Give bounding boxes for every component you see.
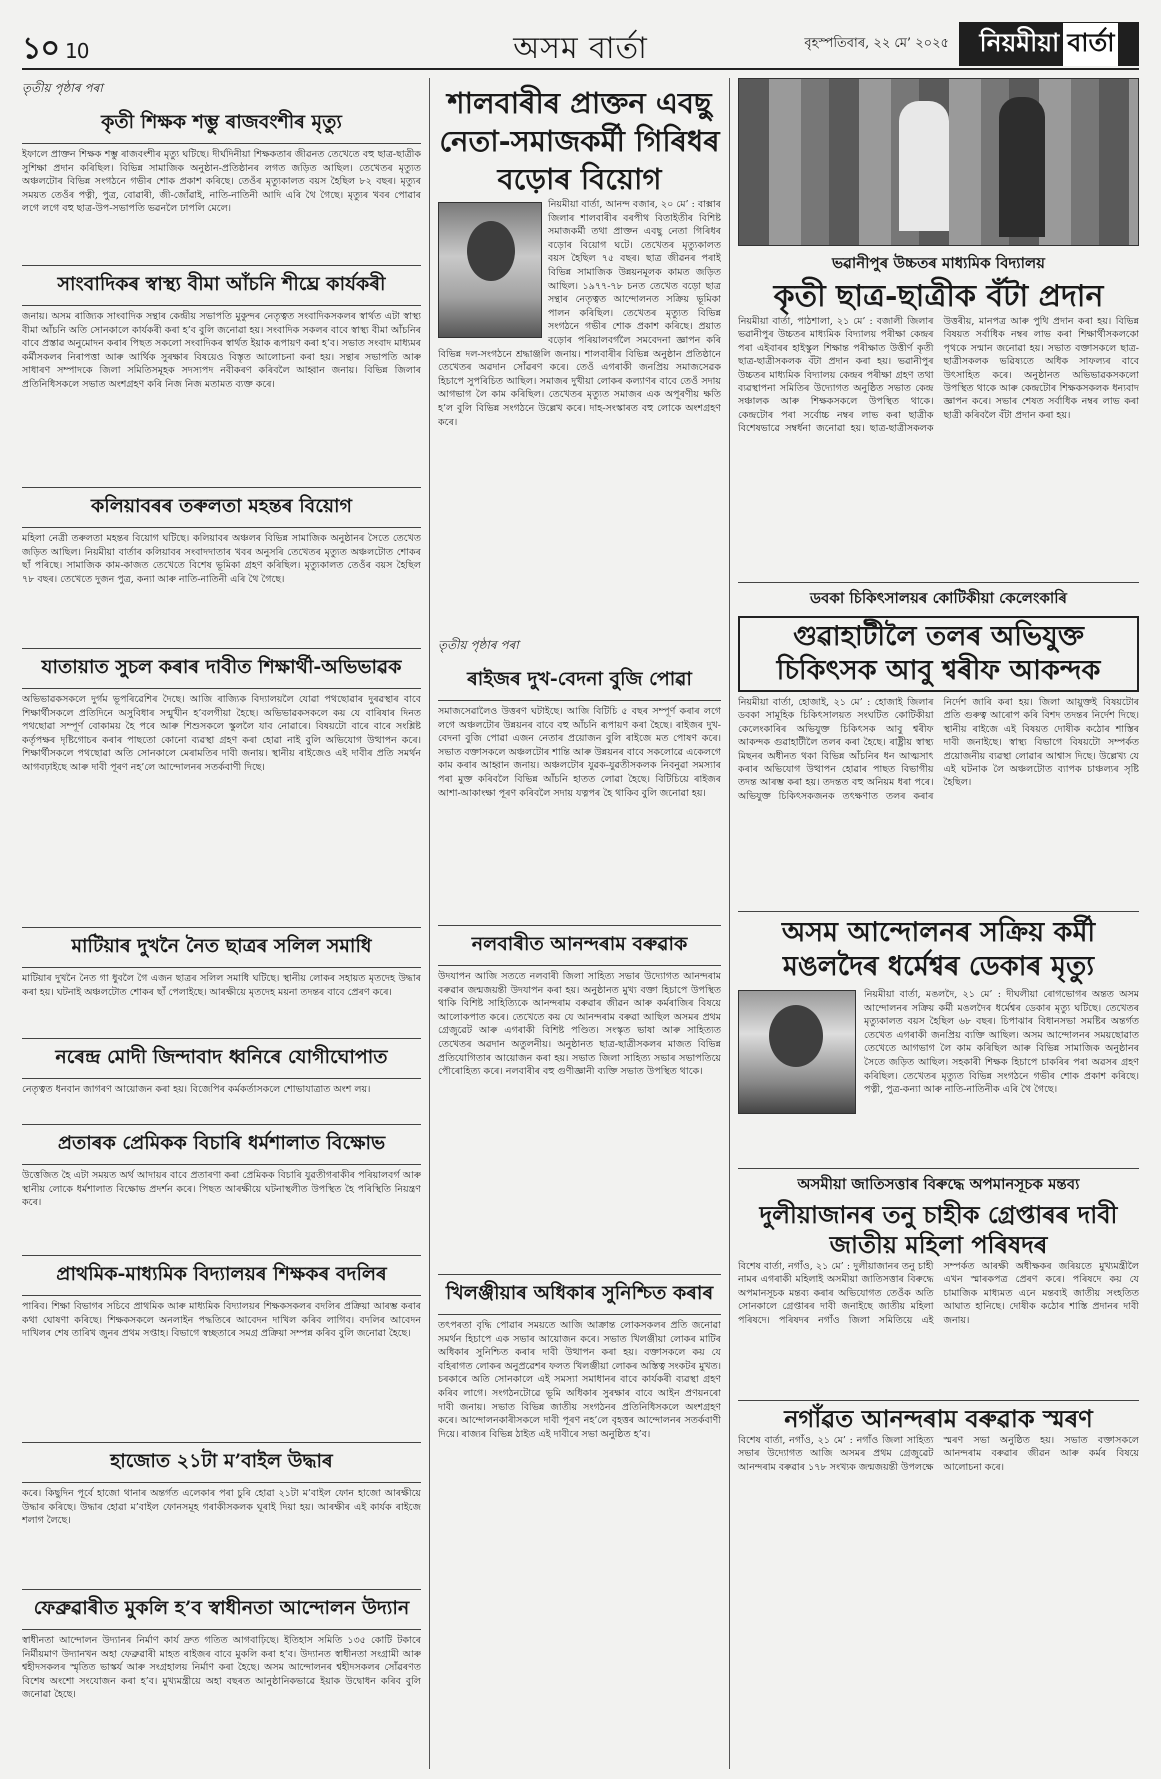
article-body: স্বাধীনতা আন্দোলন উদ্যানৰ নিৰ্মাণ কাৰ্য দ্ৰুত গতিত আগবাঢ়িছে। ইতিহাস সমিতি ১৩৫ কোটি টকাৰে নিৰ্মীয়মাণ উদ্যানখন অহা ফেব্ৰুৱাৰী মাহত ৰাইজৰ বাবে মুকলি কৰা হ’ব। উদ্যানত স্বাধীনতা সংগ্ৰামী আৰু শ্বহীদসকলৰ স্মৃতিত ভাস্কৰ্য আৰু সংগ্ৰহালয় নিৰ্মাণ কৰা হৈছে। অসম আন্দোলনৰ শ্বহীদসকলৰ সোঁৱৰণত বিশেষ অংশো সংযোজন কৰা হ’ব। মুখ্যমন্ত্ৰীয়ে অহা বছৰত আনুষ্ঠানিকভাৱে ইয়াক উদ্বোধন কৰিব বুলি জনোৱা হৈছে।: [22, 1635, 421, 1701]
column-right: [738, 78, 1139, 1769]
headline[interactable]: নলবাৰীত আনন্দৰাম বৰুৱাক: [438, 925, 721, 966]
lead-headline[interactable]: শালবাৰীৰ প্ৰাক্তন এবছু নেতা-সমাজকৰ্মী গিৰিধৰ বড়োৰ বিয়োগ: [439, 86, 720, 196]
article-body: পাৰিব। শিক্ষা বিভাগৰ সচিবে প্ৰাথমিক আৰু মাধ্যমিক বিদ্যালয়ৰ শিক্ষকসকলৰ বদলিৰ প্ৰক্ৰিয়া আৰম্ভ কৰাৰ কথা ঘোষণা কৰিছে। শিক্ষকসকলে অনলাইন পদ্ধতিৰে আবেদন দাখিল কৰিব লাগিব। বদলিৰ আবেদন দাখিলৰ শেষ তাৰিখ জুনৰ প্ৰথম সপ্তাহ। বিভাগে স্বচ্ছতাৰে সমগ্ৰ প্ৰক্ৰিয়া সম্পন্ন কৰিব বুলি জনোৱা হৈছে।: [22, 1301, 421, 1340]
article-body: মহিলা নেত্ৰী তৰুলতা মহন্তৰ বিয়োগ ঘটিছে। কলিয়াবৰ অঞ্চলৰ বিভিন্ন সামাজিক অনুষ্ঠানৰ সৈতে তেখেত জড়িত আছিল। নিয়মীয়া বাৰ্তাৰ কলিয়াবৰ সংবাদদাতাৰ খবৰ অনুসৰি তেখেতৰ মৃত্যুত অঞ্চলটোত শোকৰ ছাঁ পৰিছে। সামাজিক কাম-কাজত তেখেতে বিশেষ ভূমিকা গ্ৰহণ কৰিছিল। মৃত্যুকালত তেওঁৰ বয়স হৈছিল ৭৮ বছৰ। তেখেতে দুজন পুত্ৰ, কন্যা আৰু নাতি-নাতিনী এৰি থৈ গৈছে।: [22, 533, 421, 585]
section-title: অসম বাৰ্তা: [513, 31, 648, 66]
headline[interactable]: গুৱাহাটীলৈ তলৰ অভিযুক্ত চিকিৎসক আবু শ্বৰীফ আকন্দক: [738, 616, 1139, 692]
masthead: [22, 22, 1139, 70]
headline[interactable]: সাংবাদিকৰ স্বাস্থ্য বীমা আঁচনি শীঘ্ৰে কাৰ্যকৰী: [22, 265, 421, 306]
article-body: কৰে। কিছুদিন পূৰ্বে হাজো থানাৰ অন্তৰ্গত এলেকাৰ পৰা চুৰি হোৱা ২১টা ম’বাইল ফোন হাজো আৰক্ষীয়ে উদ্ধাৰ কৰিছে। উদ্ধাৰ হোৱা ম’বাইল ফোনসমূহ গৰাকীসকলক ঘূৰাই দিয়া হয়। আৰক্ষীৰ এই কাৰ্যক ৰাইজে শলাগ লৈছে।: [22, 1488, 421, 1527]
continued-label: তৃতীয় পৃষ্ঠাৰ পৰা: [438, 638, 519, 652]
award-ceremony-photo: [738, 78, 1139, 246]
headline[interactable]: ফেব্ৰুৱাৰীত মুকলি হ’ব স্বাধীনতা আন্দোলন উদ্যান: [22, 1589, 421, 1630]
page-number: ১০ 10: [22, 31, 89, 66]
column-left: [22, 78, 430, 1769]
portrait-photo: [738, 990, 856, 1114]
headline[interactable]: ৰাইজৰ দুখ-বেদনা বুজি পোৱা: [438, 661, 721, 701]
article-body: সমাজসেৱালৈও উত্তৰণ ঘটাইছে। আজি বিটিচি ৫ বছৰ সম্পূৰ্ণ কৰাৰ লগে লগে অঞ্চলটোৰ উন্নয়নৰ বাবে বহু আঁচনি ৰূপায়ণ কৰা হৈছে। ৰাইজৰ দুখ-বেদনা বুজি পোৱা এজন নেতাৰ প্ৰয়োজন বুলি ৰাইজে মত পোষণ কৰে। সভাত বক্তাসকলে অঞ্চলটোৰ শান্তি আৰু উন্নয়নৰ বাবে সকলোৱে একেলগে কাম কৰাৰ আহ্বান জনায়। অঞ্চলটোৰ যুৱক-যুৱতীসকলক নিবনুৱা সমস্যাৰ পৰা মুক্ত কৰিবলৈ বিভিন্ন আঁচনি হাতত লোৱা হৈছে। বিটিচিয়ে ৰাইজৰ আশা-আকাংক্ষা পূৰণ কৰিবলৈ সদায় যত্নপৰ হৈ থাকিব বুলি জনোৱা হয়।: [438, 706, 721, 799]
article-body: উত্তেজিত হৈ এটা সময়ত অৰ্থ আদায়ৰ বাবে প্ৰতাৰণা কৰা প্ৰেমিকক বিচাৰি যুৱতীগৰাকীৰ পৰিয়ালবৰ্গ আৰু স্থানীয় লোকে ধৰ্মশালাত বিক্ষোভ প্ৰদৰ্শন কৰে। পিছত আৰক্ষীয়ে ঘটনাস্থলীত উপস্থিত হৈ পৰিস্থিতি নিয়ন্ত্ৰণ কৰে।: [22, 1170, 421, 1209]
article-body: উদযাপন আজি সততে নলবাৰী জিলা সাহিত্য সভাৰ উদ্যোগত আনন্দৰাম বৰুৱাৰ জন্মজয়ন্তী উদযাপন কৰা হয়। অনুষ্ঠানত মুখ্য বক্তা হিচাপে উপস্থিত থাকি বিশিষ্ট সাহিত্যিকে আনন্দৰাম বৰুৱাৰ জীৱন আৰু কৰ্মৰাজিৰ বিষয়ে আলোকপাত কৰে। তেখেতে কয় যে আনন্দৰাম বৰুৱা আছিল অসমৰ প্ৰথম গ্ৰেজুৱেট আৰু এগৰাকী বিশিষ্ট পণ্ডিত। সংস্কৃত ভাষা আৰু সাহিত্যত তেখেতৰ অৱদান অতুলনীয়। অনুষ্ঠানত ছাত্ৰ-ছাত্ৰীসকলৰ মাজত বিভিন্ন প্ৰতিযোগিতাৰ আয়োজন কৰা হয়। সভাত জিলা সাহিত্য সভাৰ সভাপতিয়ে পৌৰোহিত্য কৰে। নলবাৰীৰ বহু গুণীজ্ঞানী ব্যক্তি সভাত উপস্থিত থাকে।: [438, 971, 721, 1078]
kicker: ভৱানীপুৰ উচ্চতৰ মাধ্যমিক বিদ্যালয়: [831, 254, 1046, 272]
article-body: নিয়মীয়া বাৰ্তা, পাঠশালা, ২১ মে’ : বজালী জিলাৰ ভৱানীপুৰ উচ্চতৰ মাধ্যমিক বিদ্যালয় পৰীক্ষা কেন্দ্ৰৰ পৰা এইবাৰৰ হাইস্কুল শিক্ষান্ত পৰীক্ষাত উত্তীৰ্ণ কৃতী ছাত্ৰ-ছাত্ৰীসকলক বঁটা প্ৰদান কৰা হয়। ভৱানীপুৰ উচ্চতৰ মাধ্যমিক বিদ্যালয় কেন্দ্ৰৰ পৰীক্ষা গ্ৰহণ তথা ব্যৱস্থাপনা সমিতিৰ উদ্যোগত অনুষ্ঠিত সভাত কেন্দ্ৰ সঞ্চালক আৰু শিক্ষকসকলে উপস্থিত থাকে। কেন্দ্ৰটোৰ পৰা সৰ্বোচ্চ নম্বৰ লাভ কৰা ছাত্ৰীক বিশেষভাৱে সম্বৰ্ধনা জনোৱা হয়। ছাত্ৰ-ছাত্ৰীসকলক উত্তৰীয়, মানপত্ৰ আৰু পুথি প্ৰদান কৰা হয়। বিভিন্ন বিষয়ত সৰ্বাধিক নম্বৰ লাভ কৰা শিক্ষাৰ্থীসকলকো পৃথকে সন্মান জনোৱা হয়। সভাত বক্তাসকলে ছাত্ৰ-ছাত্ৰীসকলক ভৱিষ্যতে অধিক সাফল্যৰ বাবে উৎসাহিত কৰে। অনুষ্ঠানত অভিভাৱকসকলো উপস্থিত থাকে আৰু কেন্দ্ৰটোৰ শিক্ষকসকলক ধন্যবাদ জ্ঞাপন কৰে। সভাৰ শেষত সৰ্বাধিক নম্বৰ লাভ কৰা ছাত্ৰী কৰিবলৈ বঁটা প্ৰদান কৰা হয়।: [738, 316, 1139, 435]
headline[interactable]: কৃতী শিক্ষক শম্ভু ৰাজবংশীৰ মৃত্যু: [22, 104, 421, 144]
headline[interactable]: প্ৰতাৰক প্ৰেমিকক বিচাৰি ধৰ্মশালাত বিক্ষোভ: [22, 1124, 421, 1165]
kicker: অসমীয়া জাতিসত্তাৰ বিৰুদ্ধে অপমানসূচক মন্তব্য: [738, 1168, 1139, 1198]
headline[interactable]: নৰেন্দ্ৰ মোদী জিন্দাবাদ ধ্বনিৰে যোগীঘোপাত: [22, 1038, 421, 1079]
article-body: জনায়। অসম ৰাজ্যিক সাংবাদিক সন্থাৰ কেন্দ্ৰীয় সভাপতি মুকুন্দৰ নেতৃত্বত সংবাদিকসকলৰ স্বাৰ্থত এটা স্বাস্থ্য বীমা আঁচনি অতি সোনকালে কাৰ্যকৰী কৰা হ’ব বুলি জনোৱা হয়। সংবাদিক সকলৰ বাবে স্বাস্থ্য বীমা আঁচনিৰ বাবে প্ৰস্তাৱ অনুমোদন কৰাৰ পিছত সকলো সংবাদিকৰ স্বাৰ্থত ইয়াক ৰূপায়ণ কৰা হ’ব। সভাত সংবাদ মাধ্যমৰ কৰ্মীসকলৰ নিৰাপত্তা আৰু আৰ্থিক সুৰক্ষাৰ বিষয়েও বিস্তৃত আলোচনা কৰা হয়। সন্থাৰ সভাপতি আৰু সাধাৰণ সম্পাদকে জিলা সমিতিসমূহক সদস্যপদ নবীকৰণ কৰিবলৈ আহ্বান জনায়। বিভিন্ন জিলাৰ প্ৰতিনিধিসকলে সভাত অংশগ্ৰহণ কৰি নিজ নিজ মতামত ব্যক্ত কৰে।: [22, 311, 421, 390]
headline[interactable]: প্ৰাথমিক-মাধ্যমিক বিদ্যালয়ৰ শিক্ষকৰ বদলিৰ: [22, 1255, 421, 1296]
article-body: ইফালে প্ৰাক্তন শিক্ষক শম্ভু ৰাজবংশীৰ মৃত্যু ঘটিছে। দীৰ্ঘদিনীয়া শিক্ষকতাৰ জীৱনত তেখেতে বহু ছাত্ৰ-ছাত্ৰীক সুশিক্ষা প্ৰদান কৰিছিল। বিভিন্ন সামাজিক অনুষ্ঠান-প্ৰতিষ্ঠানৰ লগত জড়িত আছিল। তেখেতৰ মৃত্যুত অঞ্চলটোৰ বিভিন্ন সংগঠনে গভীৰ শোক প্ৰকাশ কৰিছে। তেওঁৰ মৃত্যুকালত বয়স হৈছিল ৮২ বছৰ। মৃত্যুৰ সময়ত তেওঁৰ পত্নী, পুত্ৰ, বোৱাৰী, জী-জোঁৱাই, নাতি-নাতিনী আদি এৰি থৈ গৈছে। মৃত্যুৰ খবৰ পোৱাৰ লগে লগে বহু ছাত্ৰ-উপ-সভাপতি ভৱনলৈ ঢাপলি মেলে।: [22, 149, 421, 215]
article-body: বিশেষ বাৰ্তা, নগাঁও, ২১ মে’ : দুলীয়াজানৰ তনু চাহী নামৰ এগৰাকী মহিলাই অসমীয়া জাতিসত্তাৰ বিৰুদ্ধে অপমানসূচক মন্তব্য কৰাৰ অভিযোগত তেওঁক অতি সোনকালে গ্ৰেপ্তাৰৰ দাবী জনাইছে জাতীয় মহিলা পৰিষদে। পৰিষদৰ নগাঁও জিলা সমিতিয়ে এই সম্পৰ্কত আৰক্ষী অধীক্ষকৰ জৰিয়তে মুখ্যমন্ত্ৰীলৈ এখন স্মাৰকপত্ৰ প্ৰেৰণ কৰে। পৰিষদে কয় যে চামাজিক মাধ্যমত এনে মন্তব্যই জাতীয় সংহতিত আঘাত হানিছে। দোষীক কঠোৰ শাস্তি প্ৰদানৰ দাবী জনায়।: [738, 1261, 1139, 1326]
column-middle: [438, 78, 730, 1769]
headline[interactable]: নগাঁৱত আনন্দৰাম বৰুৱাক স্মৰণ: [738, 1400, 1139, 1434]
article-body: নিয়মীয়া বাৰ্তা, হোজাই, ২১ মে’ : হোজাই জিলাৰ ডবকা সামূহিক চিকিৎসালয়ত সংঘটিত কোটিকীয়া কেলেংকাৰিৰ অভিযুক্ত চিকিৎসক আবু শ্বৰীফ আকন্দক গুৱাহাটীলৈ তলৰ কৰা হৈছে। ৰাষ্ট্ৰীয় স্বাস্থ্য মিছনৰ অধীনত থকা বিভিন্ন আঁচনিৰ ধন আত্মসাৎ কৰাৰ অভিযোগ উত্থাপন হোৱাৰ পাছত বিভাগীয় তদন্ত আৰম্ভ কৰা হয়। তদন্তত বহু অনিয়ম ধৰা পৰে। অভিযুক্ত চিকিৎসকজনক তৎক্ষণাত তলৰ কৰাৰ নিৰ্দেশ জাৰি কৰা হয়। জিলা আয়ুক্তই বিষয়টোৰ প্ৰতি গুৰুত্ব আৰোপ কৰি বিশদ তদন্তৰ নিৰ্দেশ দিছে। স্থানীয় ৰাইজে এই বিষয়ত দোষীক কঠোৰ শাস্তিৰ দাবী জনাইছে। স্বাস্থ্য বিভাগে বিষয়টো সম্পৰ্কত প্ৰয়োজনীয় ব্যৱস্থা লোৱাৰ আশ্বাস দিছে। উল্লেখ্য যে এই ঘটনাক লৈ অঞ্চলটোত ব্যাপক চাঞ্চল্যৰ সৃষ্টি হৈছিল।: [738, 697, 1139, 802]
article-body: বিশেষ বাৰ্তা, নগাঁও, ২১ মে’ : নগাঁও জিলা সাহিত্য সভাৰ উদ্যোগত আজি অসমৰ প্ৰথম গ্ৰেজুৱেট আনন্দৰাম বৰুৱাৰ ১৭৮ সংখ্যক জন্মজয়ন্তী উপলক্ষে স্মৰণ সভা অনুষ্ঠিত হয়। সভাত বক্তাসকলে আনন্দৰাম বৰুৱাৰ জীৱন আৰু কৰ্মৰ বিষয়ে আলোচনা কৰে।: [738, 1435, 1139, 1473]
headline[interactable]: হাজোত ২১টা ম’বাইল উদ্ধাৰ: [22, 1442, 421, 1483]
article-body: নিয়মীয়া বাৰ্তা, আনন্দ বজাৰ, ২০ মে’ : বাক্সাৰ জিলাৰ শালবাৰীৰ বৰপীথ বিতাইতীৰ বিশিষ্ট সমাজকৰ্মী তথা প্ৰাক্তন এবছু নেতা গিৰিধৰ বড়োৰ বিয়োগ ঘটে। তেখেতৰ মৃত্যুকালত বয়স হৈছিল ৭৫ বছৰ। ছাত্ৰ জীৱনৰ পৰাই বিভিন্ন সামাজিক উন্নয়নমূলক কামত জড়িত আছিল। ১৯৭৭-৭৮ চনত তেখেত বড়ো ছাত্ৰ সন্থাৰ নেতৃত্বত আন্দোলনত সক্ৰিয় ভূমিকা পালন কৰিছিল। তেখেতৰ মৃত্যুত বিভিন্ন সংগঠনে গভীৰ শোক প্ৰকাশ কৰিছে। প্ৰয়াত বড়োৰ পৰিয়ালবৰ্গলৈ সমবেদনা জ্ঞাপন কৰি বিভিন্ন দল-সংগঠনে শ্ৰদ্ধাঞ্জলি জনায়। শালবাৰীৰ বিভিন্ন অনুষ্ঠান প্ৰতিষ্ঠানে তেখেতৰ অৱদান সোঁৱৰণ কৰে। তেওঁ এগৰাকী জনপ্ৰিয় সমাজসেৱক হিচাপে সুপৰিচিত আছিল। সমাজৰ দুখীয়া লোকৰ কল্যাণৰ বাবে তেওঁ সদায় আগভাগ লৈ কাম কৰিছিল। তেখেতৰ মৃত্যুত সমাজৰ এক অপূৰণীয় ক্ষতি হ’ল বুলি বিভিন্ন সংগঠনে উল্লেখ কৰে। দাহ-সংস্কাৰত বহু লোকে অংশগ্ৰহণ কৰে।: [438, 199, 721, 428]
headline[interactable]: অসম আন্দোলনৰ সক্ৰিয় কৰ্মী মঙলদৈৰ ধৰ্মেশ্বৰ ডেকাৰ মৃত্যু: [738, 911, 1139, 984]
article-body: মাটিয়াৰ দুখনৈ নৈত গা ধুবলৈ গৈ এজন ছাত্ৰৰ সলিল সমাধি ঘটিছে। স্থানীয় লোকৰ সহায়ত মৃতদেহ উদ্ধাৰ কৰা হয়। ঘটনাই অঞ্চলটোত শোকৰ ছাঁ পেলাইছে। আৰক্ষীয়ে মৃতদেহ ময়না তদন্তৰ বাবে প্ৰেৰণ কৰে।: [22, 973, 421, 998]
headline[interactable]: যাতায়াত সুচল কৰাৰ দাবীত শিক্ষাৰ্থী-অভিভাৱক: [22, 648, 421, 689]
article-body: তৎপৰতা বৃদ্ধি পোৱাৰ সময়তে আজি আক্ৰান্ত লোকসকলৰ প্ৰতি জনোৱা সমৰ্থন হিচাপে এক সভাৰ আয়োজন কৰে। সভাত খিলঞ্জীয়া লোকৰ মাটিৰ অধিকাৰ সুনিশ্চিত কৰাৰ দাবী উত্থাপন কৰা হয়। বক্তাসকলে কয় যে বহিৰাগত লোকৰ অনুপ্ৰৱেশৰ ফলত খিলঞ্জীয়া লোকৰ অস্তিত্ব সংকটৰ মুখত। চৰকাৰে অতি সোনকালে এই সমস্যা সমাধানৰ বাবে কাৰ্যকৰী ব্যৱস্থা গ্ৰহণ কৰিব লাগে। সংগঠনটোৱে ভূমি অধিকাৰ সুৰক্ষাৰ বাবে আইন প্ৰণয়নৰো দাবী জনায়। সভাত বিভিন্ন জাতীয় সংগঠনৰ প্ৰতিনিধিসকলে অংশগ্ৰহণ কৰে। আন্দোলনকাৰীসকলে দাবী পূৰণ নহ’লে বৃহত্তৰ আন্দোলনৰ সতৰ্কবাণী দিয়ে। ৰাজ্যৰ বিভিন্ন ঠাইত এই দাবীৰে সভা অনুষ্ঠিত হ’ব।: [438, 1320, 721, 1440]
issue-date: বৃহস্পতিবাৰ, ২২ মে’ ২০২৫: [804, 36, 949, 51]
portrait-photo: [438, 202, 542, 338]
article-body: অভিভাৱকসকলে দুৰ্গম ভূপৰিৱেশিৰ দৈছে। আজি ৰাজ্যিক বিদ্যালয়লৈ যোৱা পথছোৱাৰ দুৰৱস্থাৰ বাবে শিক্ষাৰ্থীসকলে প্ৰতিদিনে অসুবিধাৰ সন্মুখীন হ’বলগীয়া হৈছে। অভিভাৱকসকলে কয় যে বাৰিষাৰ দিনত পথছোৱা সম্পূৰ্ণ বোকাময় হৈ পৰে আৰু শিশুসকলে স্কুললৈ যাব নোৱাৰে। বিষয়টো বাৰে বাৰে সংশ্লিষ্ট কৰ্তৃপক্ষৰ দৃষ্টিগোচৰ কৰাৰ পাছতো কোনো ব্যৱস্থা গ্ৰহণ কৰা হোৱা নাই বুলি অভিযোগ উত্থাপন কৰে। শিক্ষাৰ্থীসকলে পথছোৱা অতি সোনকালে মেৰামতিৰ দাবী জনায়। স্থানীয় ৰাইজেও এই দাবীৰ প্ৰতি সমৰ্থন আগবঢ়াইছে আৰু দাবী পূৰণ নহ’লে আন্দোলনৰ সতৰ্কবাণী দিছে।: [22, 694, 421, 773]
kicker: ডবকা চিকিৎসালয়ৰ কোটিকীয়া কেলেংকাৰি: [738, 582, 1139, 612]
headline[interactable]: দুলীয়াজানৰ তনু চাহীক গ্ৰেপ্তাৰৰ দাবী জাতীয় মহিলা পৰিষদৰ: [759, 1200, 1118, 1259]
article-body: নেতৃত্বত ধনবান জাগৰণ আয়োজন কৰা হয়। বিজেপিৰ কৰ্মকৰ্তাসকলে শোভাযাত্ৰাত অংশ লয়।: [22, 1084, 371, 1095]
headline[interactable]: খিলঞ্জীয়াৰ অধিকাৰ সুনিশ্চিত কৰাৰ: [438, 1274, 721, 1315]
headline[interactable]: কৃতী ছাত্ৰ-ছাত্ৰীক বঁটা প্ৰদান: [773, 279, 1104, 314]
article-body: নিয়মীয়া বাৰ্তা, মঙলদৈ, ২১ মে’ : দীঘলীয়া ৰোগভোগৰ অন্তত অসম আন্দোলনৰ সক্ৰিয় কৰ্মী মঙলদৈৰ ধৰ্মেশ্বৰ ডেকাৰ মৃত্যু ঘটিছে। তেখেতৰ মৃত্যুকালত বয়স হৈছিল ৬৮ বছৰ। চিপাঝাৰ বিধানসভা সমষ্টিৰ অন্তৰ্গত তেখেত এগৰাকী জনপ্ৰিয় ব্যক্তি আছিল। অসম আন্দোলনৰ সময়ছোৱাত তেখেতে আগভাগ লৈ কাম কৰিছিল আৰু বিভিন্ন সামাজিক অনুষ্ঠানৰ সৈতে জড়িত আছিল। সহকাৰী শিক্ষক হিচাপে চাকৰিৰ পৰা অৱসৰ গ্ৰহণ কৰিছিল। তেখেতৰ মৃত্যুত বিভিন্ন সংগঠনে গভীৰ শোক প্ৰকাশ কৰিছে। পত্নী, পুত্ৰ-কন্যা আৰু নাতি-নাতিনীক এৰি থৈ গৈছে।: [738, 988, 1139, 1166]
headline[interactable]: কলিয়াবৰৰ তৰুলতা মহন্তৰ বিয়োগ: [22, 487, 421, 528]
continued-label: তৃতীয় পৃষ্ঠাৰ পৰা: [22, 81, 103, 95]
headline[interactable]: মাটিয়াৰ দুখনৈ নৈত ছাত্ৰৰ সলিল সমাধি: [22, 927, 421, 968]
newspaper-logo[interactable]: নিয়মীয়া বাৰ্তা: [959, 22, 1139, 66]
